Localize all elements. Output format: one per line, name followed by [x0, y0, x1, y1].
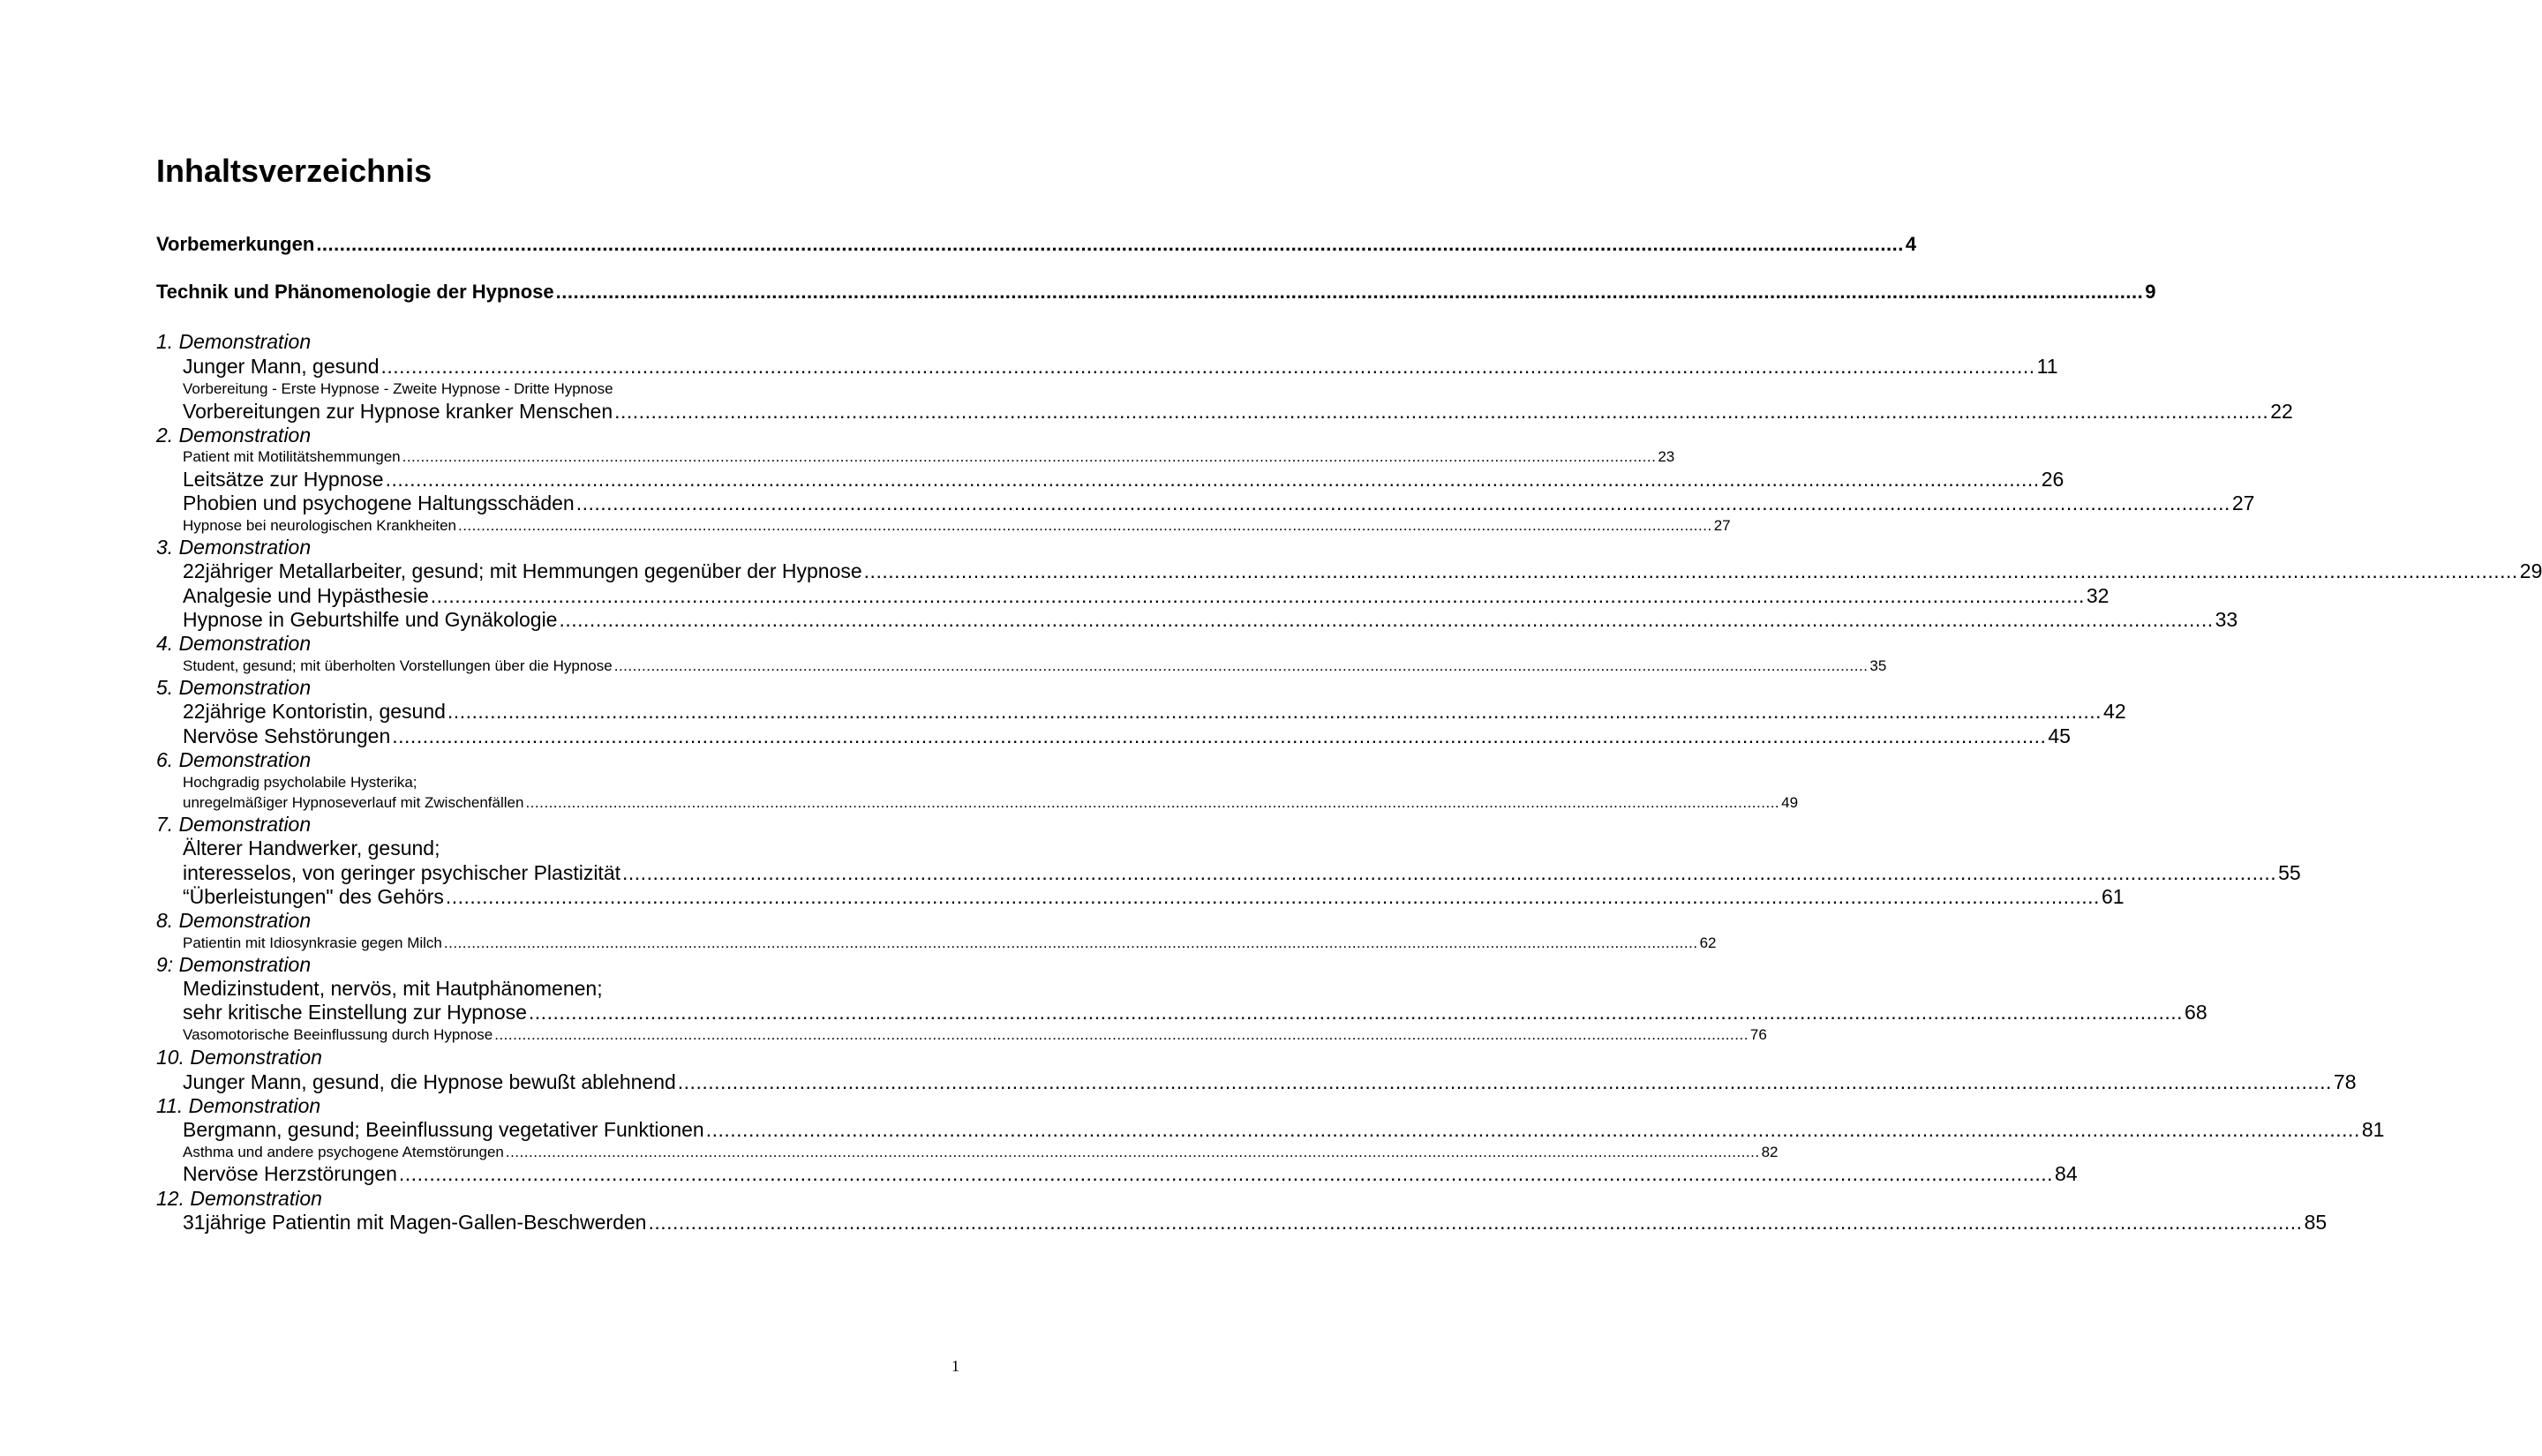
toc-entry-label: sehr kritische Einstellung zur Hypnose: [183, 1001, 527, 1024]
toc-subtopic-text: Medizinstudent, nervös, mit Hautphänomenen;: [183, 977, 603, 1000]
toc-page-number: 9: [2145, 281, 2156, 303]
toc-page-number: 82: [1761, 1144, 1779, 1160]
dot-leader: ................................................................................................................................................................................................................................................................................: [430, 584, 2085, 607]
toc-entry-vorbemerkungen[interactable]: [156, 233, 1917, 256]
toc-subtopic-line: [183, 977, 959, 1001]
toc-entry[interactable]: [183, 1144, 1779, 1161]
toc-entry-technik[interactable]: [156, 281, 2156, 304]
toc-demonstration-heading: [156, 748, 959, 772]
toc-entry-label: Nervöse Herzstörungen: [183, 1162, 397, 1185]
toc-entry-label: 22jährige Kontoristin, gesund: [183, 700, 446, 723]
toc-demonstration-heading: [156, 1187, 959, 1211]
toc-page-number: 27: [1713, 517, 1731, 534]
dot-leader: ................................................................................................................................................................................................................................................................................: [677, 1070, 2332, 1093]
toc-entry[interactable]: [183, 885, 2125, 909]
dot-leader: ................................................................................................................................................................................................................................................................................: [575, 492, 2230, 514]
toc-page-number: 76: [1749, 1026, 1767, 1043]
page-number: 1: [951, 1357, 959, 1375]
toc-page-number: 11: [2036, 355, 2058, 378]
demonstration-label: 8. Demonstration: [156, 909, 312, 932]
toc-demonstration-heading: [156, 330, 959, 354]
toc-entry[interactable]: [183, 517, 1731, 535]
demonstration-label: 7. Demonstration: [156, 813, 312, 836]
dot-leader: ................................................................................................................................................................................................................................................................................: [705, 1118, 2360, 1141]
toc-entry[interactable]: [183, 934, 1717, 952]
toc-entry[interactable]: [183, 355, 2058, 379]
toc-entry-label: unregelmäßiger Hypnoseverlauf mit Zwischenfällen: [183, 794, 524, 811]
dot-leader: ................................................................................................................................................................................................................................................................................: [613, 657, 1869, 674]
demonstration-label: 3. Demonstration: [156, 536, 312, 559]
toc-entry-label: Student, gesund; mit überholten Vorstellungen über die Hypnose: [183, 657, 613, 674]
toc-entry[interactable]: [183, 492, 2255, 515]
toc-entry[interactable]: [183, 700, 2126, 724]
dot-leader: ................................................................................................................................................................................................................................................................................: [614, 400, 2269, 423]
toc-entry-label: 22jähriger Metallarbeiter, gesund; mit Hemmungen gegenüber der Hypnose: [183, 559, 862, 582]
toc-page-number: 49: [1781, 794, 1799, 811]
toc-entry[interactable]: [183, 448, 1675, 466]
toc-page-number: 42: [2103, 700, 2126, 723]
toc-demonstration-heading: [156, 909, 959, 933]
toc-page-number: 68: [2185, 1001, 2207, 1024]
toc-demonstration-heading: [156, 1094, 959, 1118]
toc-page-number: 85: [2304, 1211, 2328, 1234]
toc-page-number: 22: [2270, 400, 2293, 423]
toc-entry[interactable]: [183, 559, 2542, 583]
toc-entry[interactable]: [183, 400, 2293, 424]
toc-entry[interactable]: [183, 468, 2064, 492]
toc-page-number: 45: [2048, 724, 2071, 747]
dot-leader: ................................................................................................................................................................................................................................................................................: [622, 861, 2277, 884]
demonstration-label: 1. Demonstration: [156, 330, 312, 353]
dot-leader: ................................................................................................................................................................................................................................................................................: [445, 885, 2100, 908]
toc-demonstration-heading: [156, 1046, 959, 1069]
dot-leader: ................................................................................................................................................................................................................................................................................: [398, 1162, 2054, 1185]
dot-leader: ................................................................................................................................................................................................................................................................................: [559, 608, 2214, 631]
dot-leader: ................................................................................................................................................................................................................................................................................: [392, 724, 2047, 747]
toc-entry-label: Vorbemerkungen: [156, 233, 315, 255]
toc-entry[interactable]: [183, 1162, 2078, 1186]
toc-entry[interactable]: [183, 1070, 2357, 1094]
toc-entry[interactable]: [183, 724, 2071, 748]
toc-demonstration-heading: [156, 676, 959, 700]
dot-leader: ................................................................................................................................................................................................................................................................................: [525, 794, 1780, 811]
dot-leader: ................................................................................................................................................................................................................................................................................: [863, 559, 2518, 582]
toc-entry-label: Analgesie und Hypästhesie: [183, 584, 429, 607]
toc-subtopic-text: Vorbereitung - Erste Hypnose - Zweite Hypnose - Dritte Hypnose: [183, 380, 613, 397]
demonstration-label: 11. Demonstration: [156, 1094, 321, 1117]
dot-leader: ................................................................................................................................................................................................................................................................................: [494, 1026, 1749, 1043]
toc-entry-label: interesselos, von geringer psychischer Plastizität: [183, 861, 621, 884]
demonstration-label: 2. Demonstration: [156, 424, 312, 447]
demonstration-label: 9: Demonstration: [156, 953, 312, 976]
toc-page-number: 81: [2361, 1118, 2385, 1141]
toc-entry-label: Technik und Phänomenologie der Hypnose: [156, 281, 554, 303]
toc-page-number: 55: [2278, 861, 2301, 884]
toc-page-number: 35: [1869, 657, 1887, 674]
toc-page-number: 62: [1699, 934, 1717, 951]
toc-subtopic-text: Hochgradig psycholabile Hysterika;: [183, 774, 417, 791]
toc-demonstration-heading: [156, 813, 959, 837]
toc-entry-label: Vasomotorische Beeinflussung durch Hypnose: [183, 1026, 493, 1043]
toc-entry[interactable]: [183, 794, 1799, 812]
toc-entry-label: Hypnose bei neurologischen Krankheiten: [183, 517, 456, 534]
demonstration-label: 5. Demonstration: [156, 676, 312, 699]
toc-entry[interactable]: [183, 657, 1887, 675]
dot-leader: ................................................................................................................................................................................................................................................................................: [648, 1211, 2303, 1234]
toc-entry-label: Junger Mann, gesund, die Hypnose bewußt ablehnend: [183, 1070, 676, 1093]
toc-entry-label: Junger Mann, gesund: [183, 355, 380, 378]
toc-entry[interactable]: [183, 861, 2301, 885]
dot-leader: ................................................................................................................................................................................................................................................................................: [505, 1144, 1760, 1160]
toc-subtopic-line: [183, 380, 959, 398]
demonstration-label: 4. Demonstration: [156, 632, 312, 655]
dot-leader: ................................................................................................................................................................................................................................................................................: [443, 934, 1698, 951]
toc-entry-label: Hypnose in Geburtshilfe und Gynäkologie: [183, 608, 558, 631]
dot-leader: ................................................................................................................................................................................................................................................................................: [385, 468, 2040, 491]
toc-entry-label: Phobien und psychogene Haltungsschäden: [183, 492, 575, 514]
toc-page-number: 4: [1905, 233, 1917, 255]
dot-leader: ................................................................................................................................................................................................................................................................................: [447, 700, 2102, 723]
toc-entry-label: Patient mit Motilitätshemmungen: [183, 448, 401, 465]
toc-entry[interactable]: [183, 1118, 2385, 1142]
toc-entry[interactable]: [183, 1211, 2328, 1235]
toc-demonstration-heading: [156, 632, 959, 656]
demonstration-label: 10. Demonstration: [156, 1046, 322, 1069]
toc-entry[interactable]: [183, 584, 2110, 608]
toc-demonstration-heading: [156, 424, 959, 447]
toc-entry-label: Asthma und andere psychogene Atemstörungen: [183, 1144, 504, 1160]
toc-page-number: 33: [2215, 608, 2238, 631]
toc-page-number: 61: [2101, 885, 2125, 908]
toc-demonstration-heading: [156, 536, 959, 559]
toc-entry-label: Bergmann, gesund; Beeinflussung vegetativer Funktionen: [183, 1118, 704, 1141]
toc-page-number: 27: [2231, 492, 2255, 514]
toc-demonstration-heading: [156, 953, 959, 977]
toc-entry-label: 31jährige Patientin mit Magen-Gallen-Beschwerden: [183, 1211, 647, 1234]
toc-page-number: 84: [2055, 1162, 2078, 1185]
toc-entry-label: Nervöse Sehstörungen: [183, 724, 391, 747]
dot-leader: ................................................................................................................................................................................................................................................................................: [528, 1001, 2184, 1024]
toc-subtopic-line: [183, 837, 959, 860]
toc-entry[interactable]: [183, 1026, 1767, 1044]
demonstration-label: 12. Demonstration: [156, 1187, 322, 1210]
page-title: Inhaltsverzeichnis: [156, 153, 432, 189]
toc-page-number: 29: [2519, 559, 2542, 582]
toc-entry-label: Vorbereitungen zur Hypnose kranker Menschen: [183, 400, 613, 423]
demonstration-label: 6. Demonstration: [156, 748, 312, 771]
toc-page-number: 23: [1658, 448, 1675, 465]
dot-leader: ................................................................................................................................................................................................................................................................................: [555, 281, 2144, 303]
toc-subtopic-line: [183, 774, 959, 792]
dot-leader: ................................................................................................................................................................................................................................................................................: [380, 355, 2035, 378]
toc-page-number: 32: [2086, 584, 2110, 607]
toc-entry-label: “Überleistungen" des Gehörs: [183, 885, 444, 908]
dot-leader: ................................................................................................................................................................................................................................................................................: [457, 517, 1712, 534]
dot-leader: ................................................................................................................................................................................................................................................................................: [402, 448, 1657, 465]
toc-entry[interactable]: [183, 608, 2238, 632]
toc-entry[interactable]: [183, 1001, 2207, 1024]
dot-leader: ................................................................................................................................................................................................................................................................................: [316, 233, 1904, 255]
toc-page-number: 78: [2333, 1070, 2357, 1093]
toc-entry-label: Leitsätze zur Hypnose: [183, 468, 384, 491]
toc-subtopic-text: Älterer Handwerker, gesund;: [183, 837, 440, 859]
toc-page-number: 26: [2041, 468, 2064, 491]
toc-entry-label: Patientin mit Idiosynkrasie gegen Milch: [183, 934, 442, 951]
